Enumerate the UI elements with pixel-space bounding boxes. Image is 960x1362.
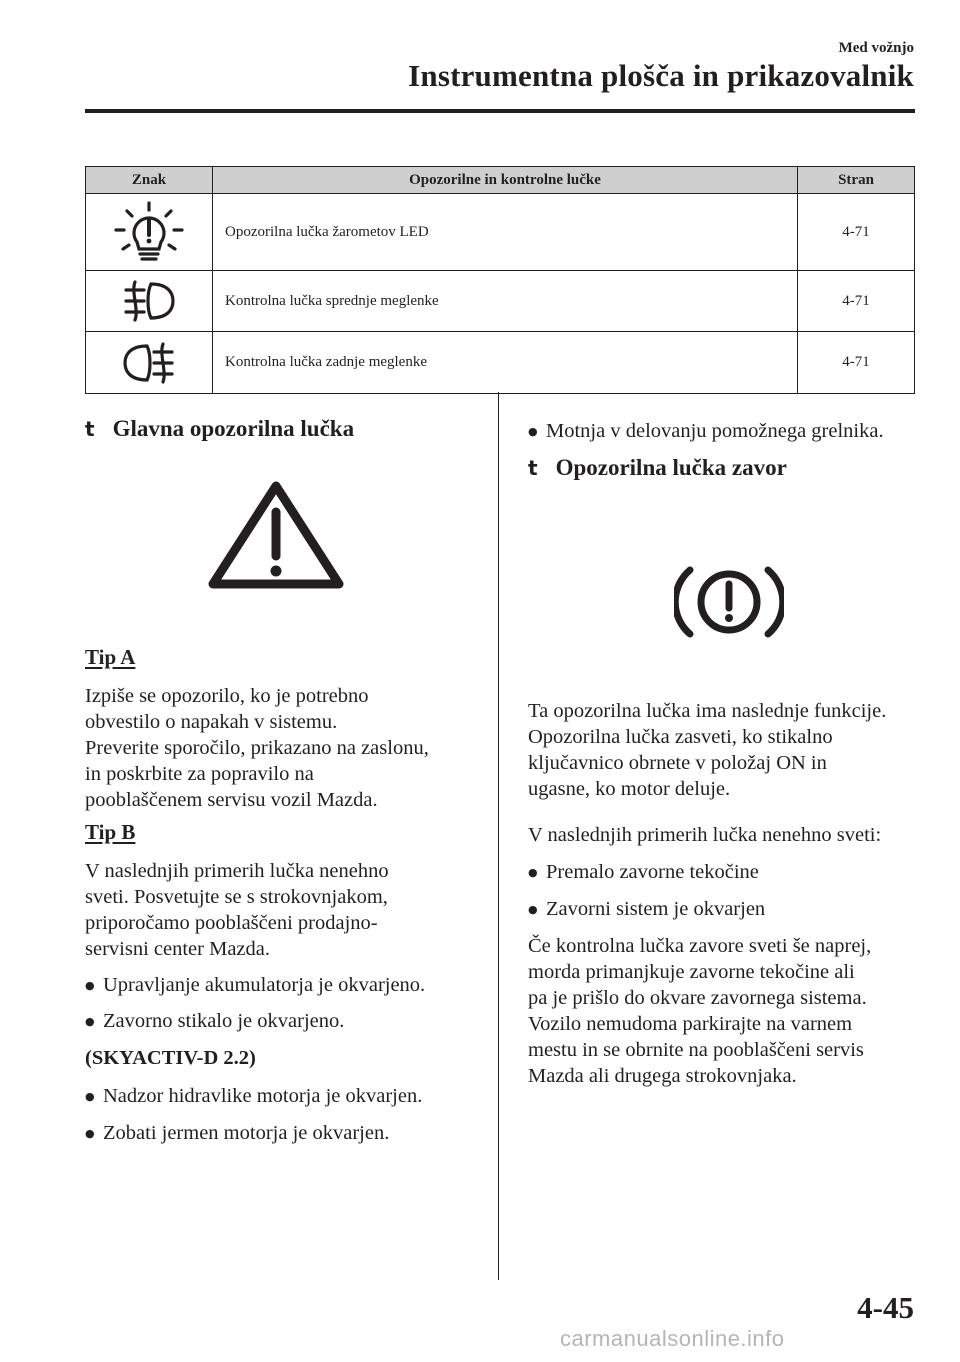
section-marker: t	[85, 417, 95, 441]
text-line: Če kontrolna lučka zavore sveti še naprej,	[528, 935, 872, 957]
text-line: in poskrbite za popravilo na	[85, 763, 314, 785]
column-header-lights: Opozorilne in kontrolne lučke	[213, 167, 798, 194]
master-warning-heading	[85, 416, 354, 442]
bullet-icon: ●	[85, 1127, 95, 1140]
tip-b-text	[85, 858, 389, 962]
front-fog-light-icon	[121, 278, 177, 324]
text-line: Ta opozorilna lučka ima naslednje funkcije.	[528, 700, 887, 722]
light-description: Kontrolna lučka zadnje meglenke	[213, 332, 798, 394]
brake-warning-heading	[528, 455, 787, 481]
text-line: morda primanjkuje zavorne tekočine ali	[528, 961, 855, 983]
text-line: pa je prišlo do okvare zavornega sistema.	[528, 987, 867, 1009]
brake-advice	[528, 933, 871, 1089]
list-item	[528, 859, 759, 886]
bullet-icon: ●	[528, 425, 538, 438]
page-title: Instrumentna plošča in prikazovalnik	[408, 58, 914, 93]
header-rule	[85, 109, 915, 113]
section-label: Med vožnjo	[838, 40, 914, 56]
page-reference: 4-71	[798, 194, 915, 271]
bullet-icon: ●	[85, 979, 95, 992]
text-line: mestu in se obrnite na pooblaščeni servis	[528, 1039, 864, 1061]
brake-description	[528, 698, 886, 802]
sign-cell	[86, 332, 213, 394]
bullet-icon: ●	[85, 1090, 95, 1103]
bullet-text: Zobati jermen motorja je okvarjen.	[103, 1122, 390, 1144]
master-warning-icon-wrap	[205, 478, 347, 599]
text-line: Vozilo nemudoma parkirajte na varnem	[528, 1013, 853, 1035]
list-item	[85, 1008, 344, 1035]
list-item	[528, 418, 884, 445]
table-header-row	[86, 167, 915, 194]
text-line: ključavnico obrnete v položaj ON in	[528, 752, 827, 774]
column-header-page: Stran	[798, 167, 915, 194]
page-reference: 4-71	[798, 271, 915, 332]
text-line: Opozorilna lučka zasveti, ko stikalno	[528, 726, 833, 748]
brake-conditions-intro: V naslednjih primerih lučka nenehno sveti:	[528, 824, 882, 846]
text-line: Izpiše se opozorilo, ko je potrebno	[85, 685, 369, 707]
column-header-sign: Znak	[86, 167, 213, 194]
list-item	[85, 972, 425, 999]
brake-warning-icon-wrap	[674, 560, 784, 649]
sign-cell	[86, 271, 213, 332]
heading-text: Glavna opozorilna lučka	[112, 416, 355, 441]
tip-a-title: Tip A	[85, 645, 136, 669]
bullet-text: Nadzor hidravlike motorja je okvarjen.	[103, 1085, 423, 1107]
text-line: pooblaščenem servisu vozil Mazda.	[85, 789, 378, 811]
bullet-icon: ●	[528, 903, 538, 916]
text-line: Mazda ali drugega strokovnjaka.	[528, 1065, 797, 1087]
text-line: obvestilo o napakah v sistemu.	[85, 711, 338, 733]
list-item	[85, 1083, 422, 1110]
page-number: 4-45	[857, 1290, 914, 1325]
text-line: V naslednjih primerih lučka nenehno	[85, 860, 389, 882]
table-row	[86, 194, 915, 271]
led-headlight-warning-icon	[111, 199, 187, 265]
brake-warning-icon	[674, 560, 784, 644]
list-item	[85, 1120, 389, 1147]
table-row	[86, 332, 915, 394]
page-reference: 4-71	[798, 332, 915, 394]
text-line: ugasne, ko motor deluje.	[528, 778, 731, 800]
bullet-text: Upravljanje akumulatorja je okvarjeno.	[103, 974, 426, 996]
text-line: priporočamo pooblaščeni prodajno-	[85, 912, 378, 934]
text-line: sveti. Posvetujte se s strokovnjakom,	[85, 886, 388, 908]
watermark: carmanualsonline.info	[560, 1326, 785, 1351]
master-warning-triangle-icon	[205, 478, 347, 594]
section-marker: t	[528, 456, 538, 480]
light-description: Kontrolna lučka sprednje meglenke	[213, 271, 798, 332]
table-row	[86, 271, 915, 332]
heading-text: Opozorilna lučka zavor	[555, 455, 787, 480]
bullet-text: Zavorni sistem je okvarjen	[546, 898, 766, 920]
list-item	[528, 896, 765, 923]
sign-cell	[86, 194, 213, 271]
warning-lights-table	[85, 166, 915, 394]
light-description: Opozorilna lučka žarometov LED	[213, 194, 798, 271]
engine-variant-label: (SKYACTIV-D 2.2)	[85, 1047, 256, 1069]
rear-fog-light-icon	[121, 340, 177, 386]
bullet-icon: ●	[528, 866, 538, 879]
bullet-text: Premalo zavorne tekočine	[546, 861, 759, 883]
bullet-text: Motnja v delovanju pomožnega grelnika.	[546, 420, 884, 442]
column-divider	[498, 392, 499, 1280]
text-line: Preverite sporočilo, prikazano na zaslonu,	[85, 737, 429, 759]
tip-b-title: Tip B	[85, 820, 136, 844]
text-line: servisni center Mazda.	[85, 938, 270, 960]
tip-a-text	[85, 683, 429, 813]
bullet-icon: ●	[85, 1015, 95, 1028]
bullet-text: Zavorno stikalo je okvarjeno.	[103, 1010, 345, 1032]
